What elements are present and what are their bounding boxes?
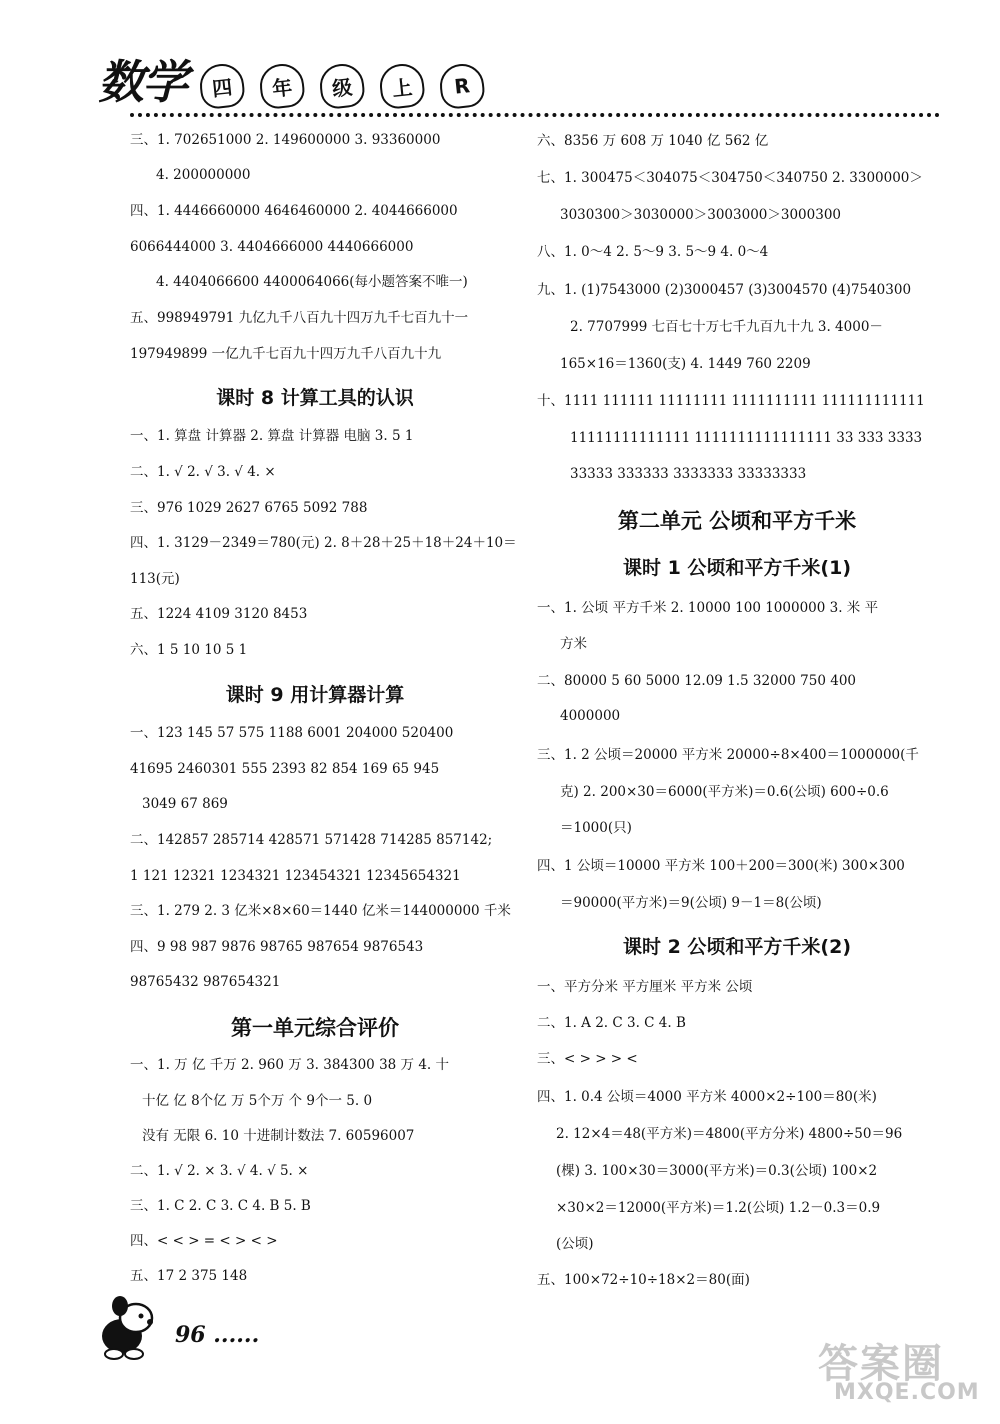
section-heading: 课时 2 公顷和平方千米(2) — [622, 936, 852, 958]
answer-line: 11111111111111 1111111111111111 33 333 3333 — [570, 430, 923, 446]
answer-line: 四、1. 4446660000 4646460000 2. 4044666000 — [130, 203, 458, 219]
answer-line: 98765432 987654321 — [130, 974, 281, 990]
answer-line: 一、1. 算盘 计算器 2. 算盘 计算器 电脑 3. 5 1 — [130, 428, 414, 444]
answer-line: 四、1 公顷＝10000 平方米 100＋200＝300(米) 300×300 — [537, 858, 905, 874]
answer-line: 五、1224 4109 3120 8453 — [130, 606, 308, 622]
answer-line: ＝1000(只) — [560, 820, 632, 836]
answer-line: 二、142857 285714 428571 571428 714285 857142; — [130, 832, 493, 848]
answer-line: 4. 200000000 — [156, 167, 251, 183]
answer-line: ＝90000(平方米)＝9(公顷) 9－1＝8(公顷) — [560, 895, 822, 911]
answer-line: 2. 7707999 七百七十万七千九百九十九 3. 4000－ — [570, 319, 883, 335]
answer-line: 三、< > > > < — [537, 1051, 638, 1067]
answer-line: 四、< < > = < > < > — [130, 1233, 278, 1249]
answer-line: 二、80000 5 60 5000 12.09 1.5 32000 750 400 — [537, 673, 856, 689]
answer-line: 三、1. 2 公顷＝20000 平方米 20000÷8×400＝1000000(千 — [537, 747, 919, 763]
watermark-url: MXQE.COM — [834, 1380, 980, 1405]
answer-line: 2. 12×4＝48(平方米)＝4800(平方分米) 4800÷50＝96 — [556, 1126, 903, 1142]
page-number: 96 ...... — [175, 1322, 260, 1348]
answer-line: 33333 333333 3333333 33333333 — [570, 466, 807, 482]
section-heading: 课时 9 用计算器计算 — [225, 684, 405, 706]
answer-line: 十亿 亿 8个亿 万 5个万 个 9个一 5. 0 — [142, 1093, 373, 1109]
answer-line: 六、8356 万 608 万 1040 亿 562 亿 — [537, 133, 769, 149]
answer-line: 197949899 一亿九千七百九十四万九千八百九十九 — [130, 346, 442, 362]
answer-line: 165×16＝1360(支) 4. 1449 760 2209 — [560, 356, 811, 372]
answer-line: 五、998949791 九亿九千八百九十四万九千七百九十一 — [130, 310, 469, 326]
watermark-logo: 答案圈 — [818, 1341, 944, 1387]
answer-line: 六、1 5 10 10 5 1 — [130, 642, 248, 658]
answer-line: (公顷) — [556, 1236, 594, 1252]
answer-line: 二、1. √ 2. √ 3. √ 4. × — [130, 464, 276, 480]
grade-char-2: 年 — [258, 62, 306, 110]
section-heading: 课时 8 计算工具的认识 — [216, 387, 414, 409]
answer-line: ×30×2＝12000(平方米)＝1.2(公顷) 1.2－0.3＝0.9 — [556, 1200, 881, 1216]
unit-heading: 第二单元 公顷和平方千米 — [617, 509, 857, 533]
answer-line: 一、平方分米 平方厘米 平方米 公顷 — [537, 979, 753, 995]
grade-char-5: R — [438, 62, 486, 110]
mascot-icon — [92, 1292, 164, 1362]
answer-line: 一、1. 公顷 平方千米 2. 10000 100 1000000 3. 米 平 — [537, 600, 879, 616]
answer-line: 七、1. 300475＜304075＜304750＜340750 2. 3300000＞ — [537, 170, 923, 186]
answer-line: 一、1. 万 亿 千万 2. 960 万 3. 384300 38 万 4. 十 — [130, 1057, 449, 1073]
section-heading: 课时 1 公顷和平方千米(1) — [622, 557, 852, 579]
answer-line: 二、1. A 2. C 3. C 4. B — [537, 1015, 686, 1031]
answer-line: 4000000 — [560, 708, 621, 724]
answer-line: 四、9 98 987 9876 98765 987654 9876543 — [130, 939, 424, 955]
answer-line: 三、1. 279 2. 3 亿米×8×60＝1440 亿米＝144000000 千米 — [130, 903, 511, 919]
answer-line: (棵) 3. 100×30＝3000(平方米)＝0.3(公顷) 100×2 — [556, 1163, 878, 1179]
answer-line: 3049 67 869 — [142, 796, 228, 812]
subject-title: 数学 — [98, 55, 186, 109]
answer-line: 二、1. √ 2. × 3. √ 4. √ 5. × — [130, 1163, 309, 1179]
grade-char-4: 上 — [378, 62, 426, 110]
answer-line: 6066444000 3. 4404666000 4440666000 — [130, 239, 414, 255]
answer-line: 四、1. 0.4 公顷＝4000 平方米 4000×2÷100＝80(米) — [537, 1089, 877, 1105]
answer-line: 41695 2460301 555 2393 82 854 169 65 945 — [130, 761, 440, 777]
answer-line: 八、1. 0～4 2. 5～9 3. 5～9 4. 0～4 — [537, 244, 769, 260]
grade-char-3: 级 — [318, 62, 366, 110]
answer-line: 方米 — [560, 636, 587, 652]
answer-line: 一、123 145 57 575 1188 6001 204000 520400 — [130, 725, 454, 741]
answer-line: 113(元) — [130, 571, 180, 587]
answer-line: 四、1. 3129－2349＝780(元) 2. 8＋28＋25＋18＋24＋10＝ — [130, 535, 517, 551]
section-heading: 第一单元综合评价 — [231, 1016, 399, 1040]
answer-line: 三、1. C 2. C 3. C 4. B 5. B — [130, 1198, 311, 1214]
answer-line: 五、100×72÷10÷18×2＝80(面) — [537, 1272, 750, 1288]
grade-char-1: 四 — [198, 62, 246, 110]
answer-line: 十、1111 111111 11111111 1111111111 111111111111 — [537, 393, 925, 409]
answer-line: 1 121 12321 1234321 123454321 12345654321 — [130, 868, 461, 884]
answer-line: 五、17 2 375 148 — [130, 1268, 248, 1284]
answer-line: 三、1. 702651000 2. 149600000 3. 93360000 — [130, 132, 441, 148]
answer-line: 没有 无限 6. 10 十进制计数法 7. 60596007 — [142, 1128, 415, 1144]
answer-line: 克) 2. 200×30＝6000(平方米)＝0.6(公顷) 600÷0.6 — [560, 784, 889, 800]
header-divider — [130, 113, 940, 117]
answer-line: 三、976 1029 2627 6765 5092 788 — [130, 500, 368, 516]
answer-line: 九、1. (1)7543000 (2)3000457 (3)3004570 (4)7540300 — [537, 282, 912, 298]
page-header — [90, 44, 950, 114]
answer-line: 4. 4404066600 4400064066(每小题答案不唯一) — [156, 274, 468, 290]
answer-line: 3030300＞3030000＞3003000＞3000300 — [560, 207, 841, 223]
